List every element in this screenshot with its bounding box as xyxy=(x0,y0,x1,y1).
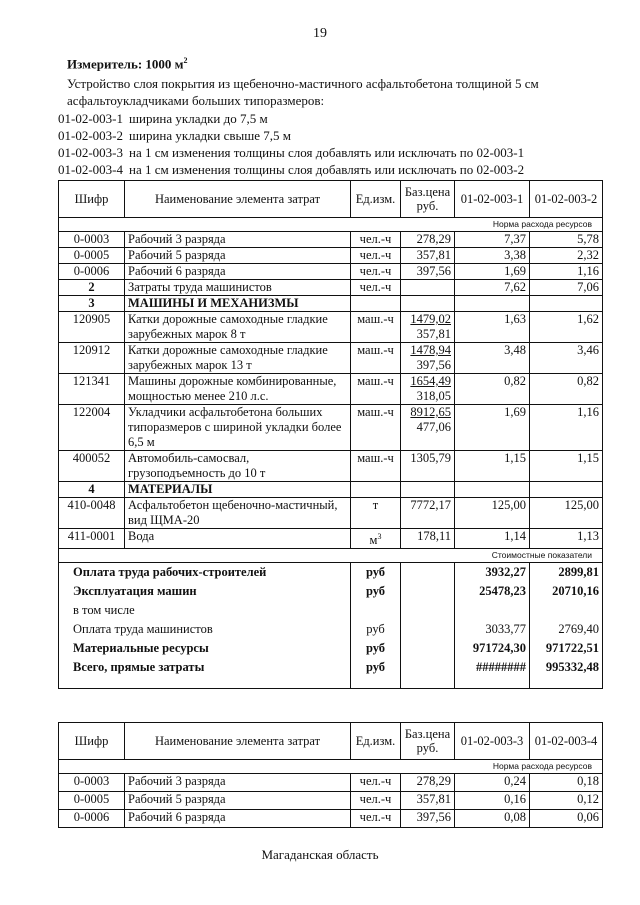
cell-name: Автомобиль-самосвал, грузоподъемность до 10 т xyxy=(125,451,351,482)
cell-code: 0-0005 xyxy=(59,792,125,810)
table-row xyxy=(59,343,603,374)
cost-note-row xyxy=(59,549,603,563)
empty-cell xyxy=(401,563,455,583)
variant-code: 01-02-003-4 xyxy=(58,162,123,178)
empty-cell xyxy=(401,296,455,312)
price-main: 1478,94 xyxy=(410,343,451,357)
table-row xyxy=(59,810,603,828)
cell-unit: $м^3$ xyxy=(351,529,401,549)
cell-unit: чел.-ч xyxy=(351,248,401,264)
cell-price: 357,81 xyxy=(401,792,455,810)
cell-value-2: 7,06 xyxy=(530,280,603,296)
empty-cell xyxy=(401,658,455,688)
cost-note: Стоимостные показатели xyxy=(59,549,603,563)
document-header xyxy=(58,52,618,178)
page-number: 19 xyxy=(313,26,327,41)
summary-unit: руб xyxy=(351,582,401,601)
cell-unit: маш.-ч xyxy=(351,312,401,343)
work-description: Устройство слоя покрытия из щебеночно-мастичного асфальтобетона толщиной 5 см асфальтоукладчиками больших типоразмеров: xyxy=(67,76,539,109)
summary-label: Оплата труда рабочих-строителей xyxy=(59,563,351,583)
section-name: МАШИНЫ И МЕХАНИЗМЫ xyxy=(125,296,351,312)
empty-cell xyxy=(401,482,455,498)
summary-row xyxy=(59,639,603,658)
cell-value-2: 0,06 xyxy=(530,810,603,828)
variant-text: ширина укладки свыше 7,5 м xyxy=(129,128,292,144)
table-row xyxy=(59,374,603,405)
empty-cell xyxy=(530,482,603,498)
header-col-1: 01-02-003-1 xyxy=(455,181,530,218)
variant-code: 01-02-003-1 xyxy=(58,111,123,127)
empty-cell xyxy=(401,639,455,658)
cell-price: 1305,79 xyxy=(401,451,455,482)
cell-price xyxy=(401,405,455,451)
empty-cell xyxy=(401,620,455,639)
empty-cell xyxy=(530,296,603,312)
header-col-1: 01-02-003-3 xyxy=(455,723,530,760)
cell-unit: чел.-ч xyxy=(351,264,401,280)
summary-row xyxy=(59,658,603,688)
header-price: Баз.цена руб. xyxy=(401,723,455,760)
cell-name: Асфальтобетон щебеночно-мастичный, вид ЩМА-20 xyxy=(125,498,351,529)
summary-value-1: 3932,27 xyxy=(455,563,530,583)
cell-price xyxy=(401,280,455,296)
cell-value-1: 3,38 xyxy=(455,248,530,264)
cell-code: 0-0006 xyxy=(59,810,125,828)
variant-list xyxy=(58,110,618,178)
summary-value-2: 971722,51 xyxy=(530,639,603,658)
summary-label: Всего, прямые затраты xyxy=(59,658,351,688)
cell-unit: маш.-ч xyxy=(351,405,401,451)
summary-value-1: ######## xyxy=(455,658,530,688)
empty-cell xyxy=(351,482,401,498)
cell-code: 0-0003 xyxy=(59,232,125,248)
summary-label: Оплата труда машинистов xyxy=(59,620,351,639)
cell-code: 121341 xyxy=(59,374,125,405)
cell-unit: чел.-ч xyxy=(351,810,401,828)
header-price: Баз.цена руб. xyxy=(401,181,455,218)
cell-value-1: 1,15 xyxy=(455,451,530,482)
summary-unit: руб xyxy=(351,563,401,583)
cell-value-2: 1,16 xyxy=(530,405,603,451)
cell-price: 7772,17 xyxy=(401,498,455,529)
variant-text: на 1 см изменения толщины слоя добавлять или исключать по 02-003-1 xyxy=(129,145,525,161)
summary-unit: руб xyxy=(351,620,401,639)
price-wage: 397,56 xyxy=(416,358,451,372)
variant-text: ширина укладки до 7,5 м xyxy=(129,111,268,127)
cell-value-1: 0,82 xyxy=(455,374,530,405)
cell-value-2: 5,78 xyxy=(530,232,603,248)
empty-cell xyxy=(401,601,455,620)
cell-unit: маш.-ч xyxy=(351,343,401,374)
summary-unit: руб xyxy=(351,639,401,658)
cell-code: 122004 xyxy=(59,405,125,451)
cell-name: Катки дорожные самоходные гладкие зарубежных марок 13 т xyxy=(125,343,351,374)
price-main: 8912,65 xyxy=(410,405,451,419)
norm-note: Норма расхода ресурсов xyxy=(59,760,603,774)
table-row xyxy=(59,529,603,549)
cell-value-2: 1,13 xyxy=(530,529,603,549)
norm-note: Норма расхода ресурсов xyxy=(59,218,603,232)
cell-code: 0-0003 xyxy=(59,774,125,792)
resource-table-2 xyxy=(58,722,603,828)
header-name: Наименование элемента затрат xyxy=(125,181,351,218)
section-row xyxy=(59,296,603,312)
cell-code: 120905 xyxy=(59,312,125,343)
empty-cell xyxy=(455,296,530,312)
header-unit: Ед.изм. xyxy=(351,181,401,218)
summary-label: в том числе xyxy=(59,601,351,620)
cell-name: Укладчики асфальтобетона больших типоразмеров с шириной укладки более 6,5 м xyxy=(125,405,351,451)
table-header-row xyxy=(59,181,603,218)
header-code: Шифр xyxy=(59,723,125,760)
table-row xyxy=(59,792,603,810)
cell-value-1: 7,37 xyxy=(455,232,530,248)
cell-unit: чел.-ч xyxy=(351,792,401,810)
summary-unit xyxy=(351,601,401,620)
cell-unit: чел.-ч xyxy=(351,232,401,248)
summary-unit: руб xyxy=(351,658,401,688)
section-code: 2 xyxy=(59,280,125,296)
cell-unit: маш.-ч xyxy=(351,451,401,482)
cell-name: Рабочий 3 разряда xyxy=(125,232,351,248)
cell-value-2: 3,46 xyxy=(530,343,603,374)
cell-price: 278,29 xyxy=(401,232,455,248)
empty-cell xyxy=(351,296,401,312)
table-row xyxy=(59,451,603,482)
header-unit: Ед.изм. xyxy=(351,723,401,760)
cell-name: Рабочий 5 разряда xyxy=(125,248,351,264)
header-col-2: 01-02-003-4 xyxy=(530,723,603,760)
cell-value-2: 125,00 xyxy=(530,498,603,529)
table-row xyxy=(59,312,603,343)
cell-value-2: 0,12 xyxy=(530,792,603,810)
table-row xyxy=(59,232,603,248)
cell-code: 400052 xyxy=(59,451,125,482)
empty-cell xyxy=(401,582,455,601)
summary-value-1: 971724,30 xyxy=(455,639,530,658)
cell-name: Рабочий 6 разряда xyxy=(125,264,351,280)
cell-code: 411-0001 xyxy=(59,529,125,549)
summary-row xyxy=(59,620,603,639)
section-code: 4 xyxy=(59,482,125,498)
cell-value-2: 2,32 xyxy=(530,248,603,264)
header-col-2: 01-02-003-2 xyxy=(530,181,603,218)
cell-name: Рабочий 6 разряда xyxy=(125,810,351,828)
section-name: МАТЕРИАЛЫ xyxy=(125,482,351,498)
cell-code: 0-0005 xyxy=(59,248,125,264)
cell-value-1: 125,00 xyxy=(455,498,530,529)
cell-value-1: 1,14 xyxy=(455,529,530,549)
cell-name: Рабочий 5 разряда xyxy=(125,792,351,810)
footer-region: Магаданская область xyxy=(261,847,379,862)
section-code: 3 xyxy=(59,296,125,312)
variant-line xyxy=(58,144,618,161)
cell-price: 278,29 xyxy=(401,774,455,792)
summary-value-1: 25478,23 xyxy=(455,582,530,601)
summary-value-2: 2769,40 xyxy=(530,620,603,639)
table-row xyxy=(59,264,603,280)
summary-row xyxy=(59,582,603,601)
summary-label: Эксплуатация машин xyxy=(59,582,351,601)
summary-value-2: 995332,48 xyxy=(530,658,603,688)
cell-name: Рабочий 3 разряда xyxy=(125,774,351,792)
cell-value-1: 3,48 xyxy=(455,343,530,374)
section-row xyxy=(59,482,603,498)
cell-value-2: 0,18 xyxy=(530,774,603,792)
price-main: 1654,49 xyxy=(410,374,451,388)
cell-unit: чел.-ч xyxy=(351,280,401,296)
summary-row xyxy=(59,563,603,583)
cell-value-1: 7,62 xyxy=(455,280,530,296)
header-name: Наименование элемента затрат xyxy=(125,723,351,760)
cell-name: Катки дорожные самоходные гладкие зарубежных марок 8 т xyxy=(125,312,351,343)
cell-value-2: 0,82 xyxy=(530,374,603,405)
norm-note-row xyxy=(59,760,603,774)
summary-value-1 xyxy=(455,601,530,620)
cell-price: 397,56 xyxy=(401,264,455,280)
summary-value-2: 20710,16 xyxy=(530,582,603,601)
section-name: Затраты труда машинистов xyxy=(125,280,351,296)
cell-unit: чел.-ч xyxy=(351,774,401,792)
cell-price: 397,56 xyxy=(401,810,455,828)
cell-name: Вода xyxy=(125,529,351,549)
variant-code: 01-02-003-2 xyxy=(58,128,123,144)
variant-code: 01-02-003-3 xyxy=(58,145,123,161)
cell-price: 357,81 xyxy=(401,248,455,264)
cell-code: 0-0006 xyxy=(59,264,125,280)
price-wage: 318,05 xyxy=(416,389,451,403)
price-wage: 357,81 xyxy=(416,327,451,341)
cell-price xyxy=(401,312,455,343)
empty-cell xyxy=(455,482,530,498)
variant-text: на 1 см изменения толщины слоя добавлять или исключать по 02-003-2 xyxy=(129,162,525,178)
cell-unit: т xyxy=(351,498,401,529)
cell-price xyxy=(401,343,455,374)
header-code: Шифр xyxy=(59,181,125,218)
table-header-row xyxy=(59,723,603,760)
cell-price xyxy=(401,374,455,405)
cell-value-1: 1,63 xyxy=(455,312,530,343)
cell-code: 120912 xyxy=(59,343,125,374)
price-wage: 477,06 xyxy=(416,420,451,434)
meter-label: Измеритель: 1000 $м^2$ xyxy=(67,56,188,72)
table-row xyxy=(59,498,603,529)
variant-line xyxy=(58,110,618,127)
table-row xyxy=(59,774,603,792)
cell-value-1: 1,69 xyxy=(455,405,530,451)
table-row xyxy=(59,405,603,451)
variant-line xyxy=(58,161,618,178)
variant-line xyxy=(58,127,618,144)
summary-row xyxy=(59,601,603,620)
section-row xyxy=(59,280,603,296)
cell-value-1: 0,08 xyxy=(455,810,530,828)
summary-value-2: 2899,81 xyxy=(530,563,603,583)
resource-table-1 xyxy=(58,180,603,689)
price-main: 1479,02 xyxy=(410,312,451,326)
cell-code: 410-0048 xyxy=(59,498,125,529)
cell-name: Машины дорожные комбинированные, мощностью менее 210 л.с. xyxy=(125,374,351,405)
cell-value-1: 0,24 xyxy=(455,774,530,792)
cell-value-2: 1,16 xyxy=(530,264,603,280)
cell-value-1: 1,69 xyxy=(455,264,530,280)
summary-label: Материальные ресурсы xyxy=(59,639,351,658)
cell-value-2: 1,15 xyxy=(530,451,603,482)
norm-note-row xyxy=(59,218,603,232)
cell-value-2: 1,62 xyxy=(530,312,603,343)
cell-unit: маш.-ч xyxy=(351,374,401,405)
summary-value-1: 3033,77 xyxy=(455,620,530,639)
table-row xyxy=(59,248,603,264)
summary-value-2 xyxy=(530,601,603,620)
cell-price: 178,11 xyxy=(401,529,455,549)
cell-value-1: 0,16 xyxy=(455,792,530,810)
